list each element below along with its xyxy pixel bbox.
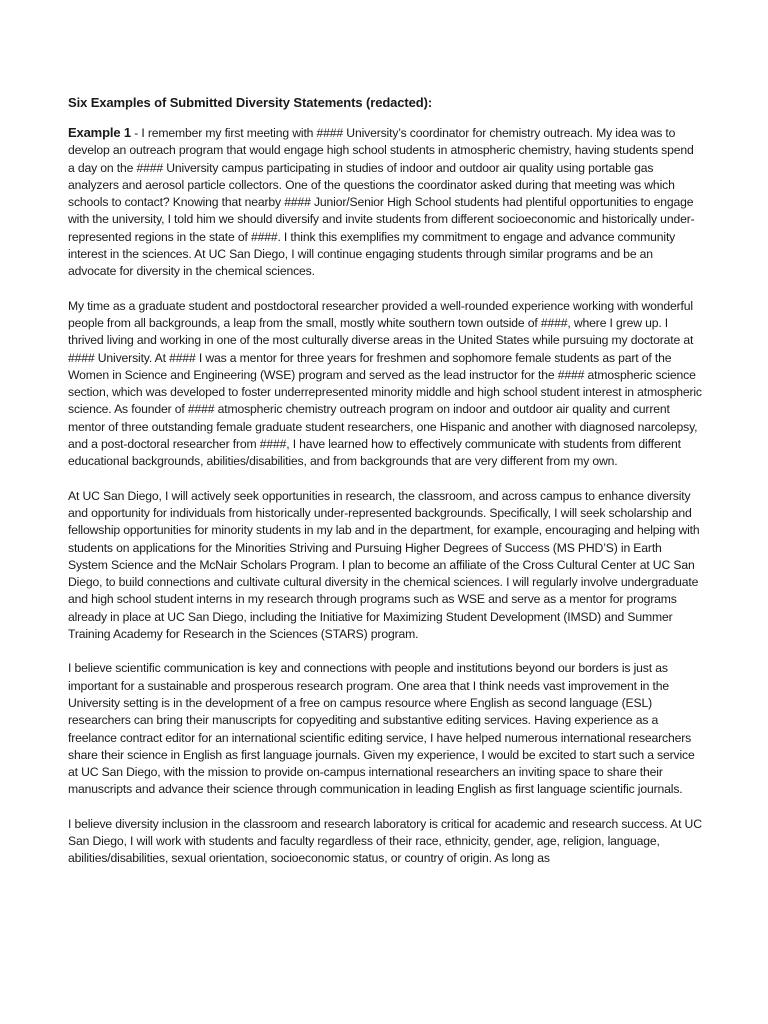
paragraph-text: - I remember my first meeting with #### University’s coordinator for chemistry outreach. My idea was to develop an outreach program that would engage high school students in atmospheric chemistry, having students spend a day on the #### University campus participating in studies of indoor and outdoor air quality using portable gas analyzers and aerosol particle collectors. One of the questions the coordinator asked during that meeting was which schools to contact? Knowing that nearby #### Junior/Senior High School students had plentiful opportunities to engage with the university, I told him we should diversify and invite students from different socioeconomic and historically under-represented regions in the state of ####. I think this exemplifies my commitment to engage and advance community interest in the sciences. At UC San Diego, I will continue engaging students through similar programs and be an advocate for diversity in the chemical sciences. (68, 126, 695, 279)
document-body (68, 94, 702, 885)
paragraph-example-1 (68, 124, 702, 281)
document-title: Six Examples of Submitted Diversity Statements (redacted): (68, 95, 433, 110)
example-label: Example 1 (68, 125, 131, 140)
paragraph-scientific-communication: I believe scientific communication is key and connections with people and institutions beyond our borders is just as important for a sustainable and prosperous research program. One area that I think needs vast improvement in the University setting is in the development of a free on campus resource where English as second language (ESL) researchers can bring their manuscripts for copyediting and substantive editing services. Having experience as a freelance contract editor for an international scientific editing service, I have helped numerous international researchers share their science in English as first language journals. Given my experience, I would be excited to start such a service at UC San Diego, with the mission to provide on-campus international researchers an inviting space to share their manuscripts and advance their science through communication in leading English as first language scientific journals. (68, 661, 695, 797)
paragraph-uc-san-diego-plans: At UC San Diego, I will actively seek opportunities in research, the classroom, and across campus to enhance diversity and opportunity for individuals from historically under-represented backgrounds. Specifically, I will seek scholarship and fellowship opportunities for minority students in my lab and in the department, for example, encouraging and helping with students on applications for the Minorities Striving and Pursuing Higher Degrees of Success (MS PHD’S) in Earth System Science and the McNair Scholars Program. I plan to become an affiliate of the Cross Cultural Center at UC San Diego, to build connections and cultivate cultural diversity in the chemical sciences. I will regularly involve undergraduate and high school student interns in my research through programs such as WSE and serve as a mentor for programs already in place at UC San Diego, including the Initiative for Maximizing Student Development (IMSD) and Summer Training Academy for Research in the Sciences (STARS) program. (68, 488, 700, 642)
paragraph-graduate-experience: My time as a graduate student and postdoctoral researcher provided a well-rounded experience working with wonderful people from all backgrounds, a leap from the small, mostly white southern town outside of ####, where I grew up. I thrived living and working in one of the most culturally diverse areas in the United States while pursuing my doctorate at #### University. At #### I was a mentor for three years for freshmen and sophomore female students as part of the Women in Science and Engineering (WSE) program and served as the lead instructor for the #### atmospheric science section, which was developed to foster underrepresented minority middle and high school student interest in atmospheric science. As founder of #### atmospheric chemistry outreach program on indoor and outdoor air quality and current mentor of three outstanding female graduate student researchers, one Hispanic and another with diagnosed narcolepsy, and a post-doctoral researcher from ####, I have learned how to effectively communicate with students from different educational backgrounds, abilities/disabilities, and from backgrounds that are very different from my own. (68, 298, 702, 469)
paragraph-diversity-inclusion: I believe diversity inclusion in the classroom and research laboratory is critical for academic and research success. At UC San Diego, I will work with students and faculty regardless of their race, ethnicity, gender, age, religion, language, abilities/disabilities, sexual orientation, socioeconomic status, or country of origin. As long as (68, 816, 702, 866)
